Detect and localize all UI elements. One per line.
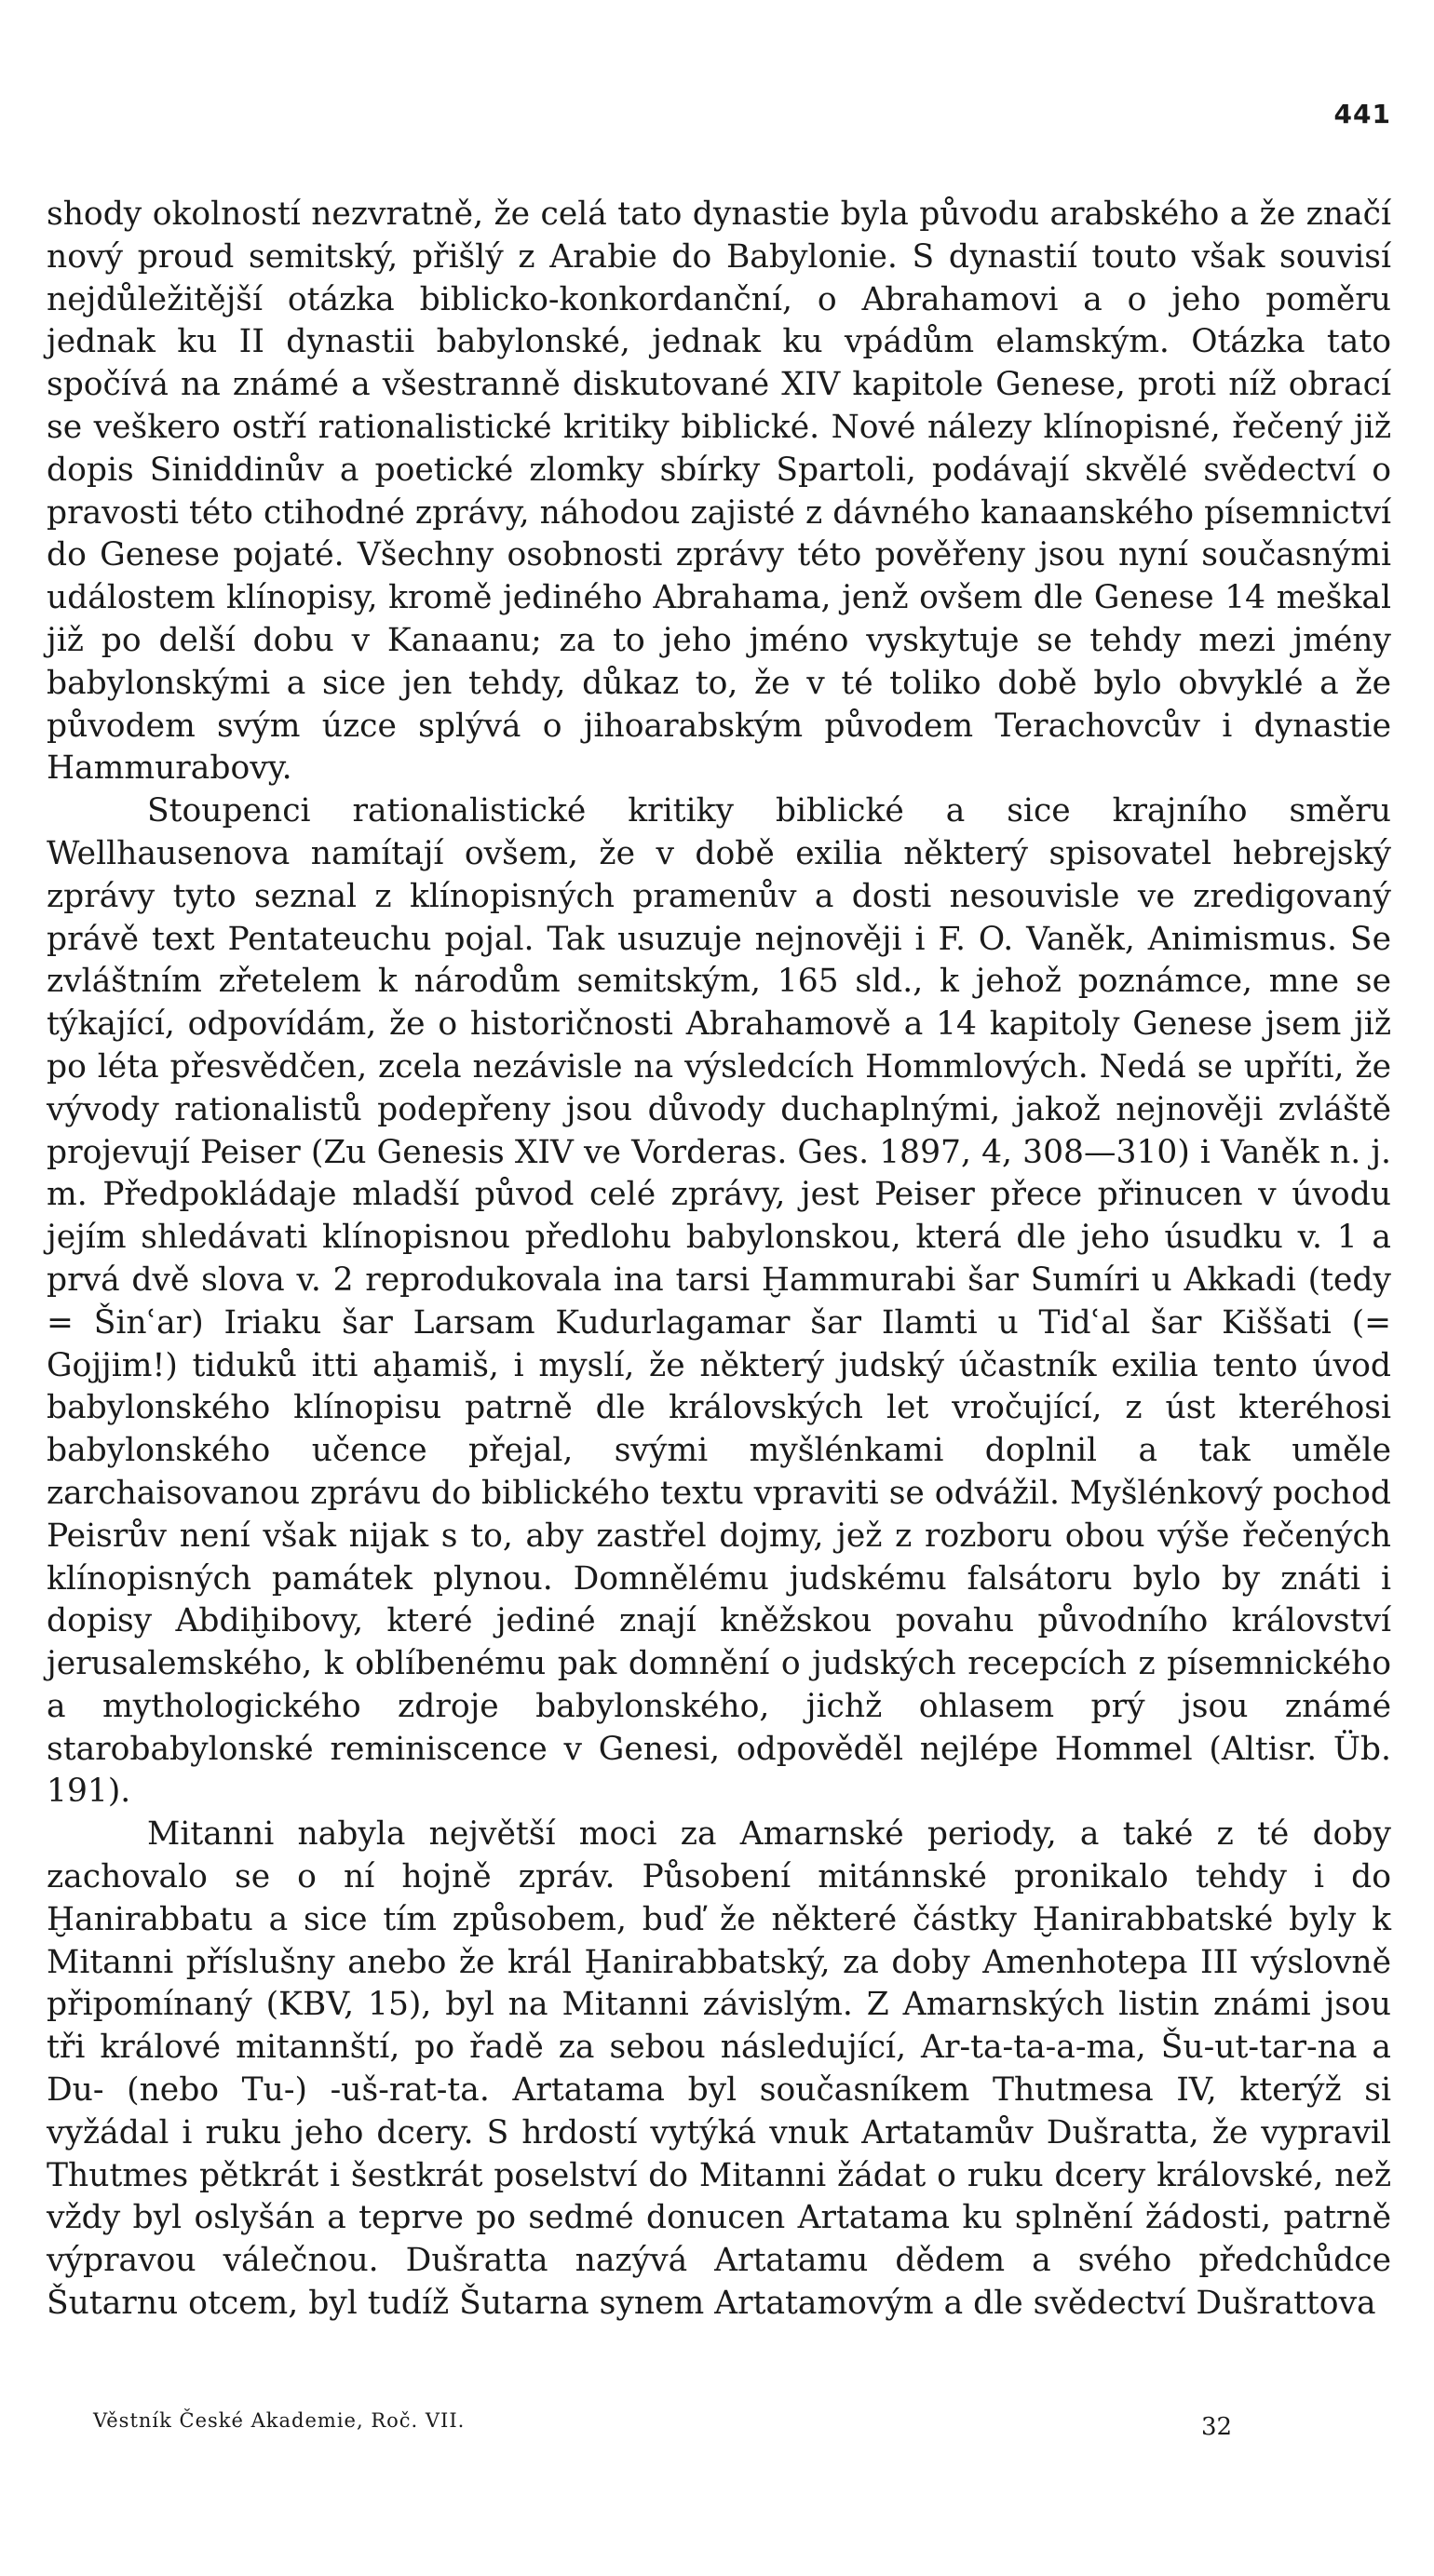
body-text bbox=[47, 194, 1391, 2326]
paragraph-rationalist-critics: Stoupenci rationalistické kritiky biblické a sice krajního směru Wellhausenova namítají ovšem, že v době exilia některý spisovatel hebrejský zprávy tyto seznal z klínopisných pramenův a dosti nesouvisle ve zredigovaný právě text Pentateuchu pojal. Tak usuzuje nejnověji i F. O. Vaněk, Animismus. Se zvláštním zřetelem k národům semitským, 165 sld., k jehož poznámce, mne se týkající, odpovídám, že o historičnosti Abrahamově a 14 kapitoly Genese jsem již po léta přesvědčen, zcela nezávisle na výsledcích Hommlových. Nedá se upříti, že vývody rationalistů podepřeny jsou důvody duchaplnými, jakož nejnověji zvláště projevují Peiser (Zu Genesis XIV ve Vorderas. Ges. 1897, 4, 308—310) i Vaněk n. j. m. Předpokládaje mladší původ celé zprávy, jest Peiser přece přinucen v úvodu jejím shledávati klínopisnou předlohu babylonskou, která dle jeho úsudku v. 1 a prvá dvě slova v. 2 reprodukovala ina tarsi Ḫammurabi šar Sumíri u Akkadi (tedy = Šinʿar) Iriaku šar Larsam Kudurlagamar šar Ilamti u Tidʿal šar Kiššati (= Gojjim!) tiduků itti aḫamiš, i myslí, že některý judský účastník exilia tento úvod babylonského klínopisu patrně dle královských let vročující, z úst kteréhosi babylonského učence přejal, svými myšlénkami doplnil a tak uměle zarchaisovanou zprávu do biblického textu vpraviti se odvážil. Myšlénkový pochod Peisrův není však nijak s to, aby zastřel dojmy, jež z rozboru obou výše řečených klínopisných památek plynou. Domnělému judskému falsátoru bylo by znáti i dopisy Abdiḫibovy, které jediné znají kněžskou povahu původního království jerusalemského, k oblíbenému pak domnění o judských recepcích z písemnického a mythologického zdroje babylonského, jichž ohlasem prý jsou známé starobabylonské reminiscence v Genesi, odpověděl nejlépe Hommel (Altisr. Üb. 191). bbox=[47, 792, 1391, 1811]
journal-footer: Věstník České Akademie, Roč. VII. bbox=[93, 2409, 466, 2432]
paragraph-abraham: shody okolností nezvratně, že celá tato dynastie byla původu arabského a že značí nový proud semitský, přišlý z Arabie do Babylonie. S dynastií touto však souvisí nejdůležitější otázka biblicko-konkordanční, o Abrahamovi a o jeho poměru jednak ku II dynastii babylonské, jednak ku vpádům elamským. Otázka tato spočívá na známé a všestranně diskutované XIV kapitole Genese, proti níž obrací se veškero ostří rationalistické kritiky biblické. Nové nálezy klínopisné, řečený již dopis Siniddinův a poetické zlomky sbírky Spartoli, podávají skvělé svědectví o pravosti této ctihodné zprávy, náhodou zajisté z dávného kanaanského písemnictví do Genese pojaté. Všechny osobnosti zprávy této pověřeny jsou nyní současnými událostem klínopisy, kromě jediného Abrahama, jenž ovšem dle Genese 14 meškal již po delší dobu v Kanaanu; za to jeho jméno vyskytuje se tehdy mezi jmény babylonskými a sice jen tehdy, důkaz to, že v té toliko době bylo obvyklé a že původem svým úzce splývá o jihoarabským původem Terachovcův i dynastie Hammurabovy. bbox=[47, 196, 1391, 788]
sheet-signature: 32 bbox=[1201, 2413, 1233, 2441]
page-number: 441 bbox=[1333, 99, 1391, 129]
paragraph-mitanni: Mitanni nabyla největší moci za Amarnské periody, a také z té doby zachovalo se o ní hojně zpráv. Působení mitánnské pronikalo tehdy i do Ḫanirabbatu a sice tím způsobem, buď že některé částky Ḫanirabbatské byly k Mitanni příslušny anebo že král Ḫanirabbatský, za doby Amenhotepa III výslovně připomínaný (KBV, 15), byl na Mitanni závislým. Z Amarnských listin známi jsou tři králové mitannští, po řadě za sebou následující, Ar-ta-ta-a-ma, Šu-ut-tar-na a Du- (nebo Tu-) -uš-rat-ta. Artatama byl současníkem Thutmesa IV, kterýž si vyžádal i ruku jeho dcery. S hrdostí vytýká vnuk Artatamův Dušratta, že vypravil Thutmes pětkrát i šestkrát poselství do Mitanni žádat o ruku dcery královské, než vždy byl oslyšán a teprve po sedmé donucen Artatama ku splnění žádosti, patrně výpravou válečnou. Dušratta nazývá Artatamu dědem a svého předchůdce Šutarnu otcem, byl tudíž Šutarna synem Artatamovým a dle svědectví Dušrattova bbox=[47, 1815, 1391, 2323]
